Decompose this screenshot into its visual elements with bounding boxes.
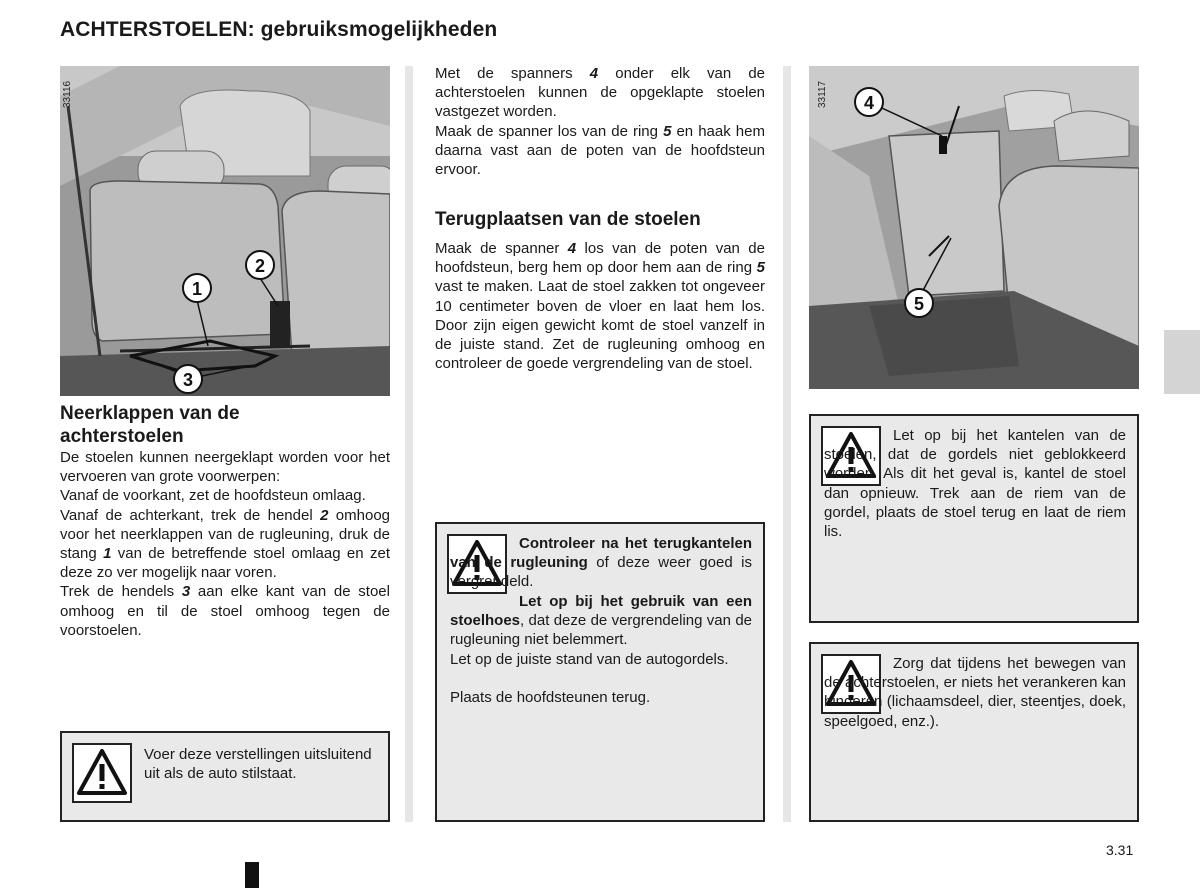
callout-5-label: 5: [913, 294, 925, 314]
warning-text: Zorg dat tijdens het bewegen van de achterstoelen, er niets het verankeren kan hinderen (lichaamsdeel, dier, steentjes, doek, speelgoed, enz.).: [824, 655, 1126, 730]
seat-illustration-right: [809, 66, 1139, 389]
callout-2-label: 2: [254, 256, 266, 276]
binding-mark: [245, 862, 259, 888]
ref-number: 5: [663, 122, 672, 140]
warning-box-stationary: [60, 731, 390, 822]
warning-box-lock-check: [435, 522, 765, 822]
ref-number: 4: [589, 65, 599, 82]
ref-number: 4: [567, 240, 577, 257]
paragraph: De stoelen kunnen neergeklapt worden voor het vervoeren van grote voorwerpen:: [60, 449, 390, 486]
warning-box-seatbelts: [809, 414, 1139, 623]
rear-seats-figure-left: [60, 66, 390, 396]
rear-seats-figure-right: [809, 66, 1139, 389]
warning-text: Let op bij het kantelen van de stoelen, dat de gordels niet geblokkeerd worden. Als dit het geval is, kantel de stoel dan opnieuw. Trek aan de riem van de gordel, plaats de stoel terug en laat de riem lis.: [824, 427, 1126, 541]
chapter-tab: [1164, 330, 1200, 394]
fold-down-body: [60, 448, 390, 640]
paragraph: Trek de hendels 3 aan elke kant van de stoel omhoog en til de stoel omhoog tegen de voorstoelen.: [60, 583, 390, 639]
ref-number: 1: [103, 545, 112, 563]
paragraph: Met de spanners 4 onder elk van de achterstoelen kunnen de opgeklapte stoelen vastgezet worden.: [435, 65, 765, 121]
warning-emphasis: Let op bij het gebruik van een stoelhoes: [450, 593, 752, 630]
callout-4-label: 4: [863, 93, 875, 113]
warning-text: Voer deze verstellingen uitsluitend uit als de auto stilstaat.: [144, 746, 372, 783]
ref-number: 5: [756, 259, 765, 277]
warning-text: Let op de juiste stand van de autogordels.: [450, 651, 729, 668]
warning-box-obstructions: [809, 642, 1139, 822]
warning-text: Controleer na het terugkantelen van de rugleuning of deze weer goed is vergrendeld.: [450, 535, 752, 591]
warning-triangle-icon: [72, 743, 132, 803]
ref-number: 3: [181, 583, 191, 601]
figure-code-right: 33117: [817, 80, 828, 108]
page-title: ACHTERSTOELEN: gebruiksmogelijkheden: [60, 18, 498, 41]
warning-emphasis: Controleer na het terugkantelen van de rugleuning: [450, 535, 752, 572]
page-number: 3.31: [1106, 842, 1134, 858]
seat-illustration-left: [60, 66, 390, 396]
heading-line-2: achterstoelen: [60, 426, 184, 447]
section-heading-fold-down: [60, 402, 390, 448]
section-refit: [435, 208, 765, 373]
paragraph: Vanaf de voorkant, zet de hoofdsteun omlaag.: [60, 487, 366, 505]
callout-3-label: 3: [182, 370, 194, 390]
paragraph: Maak de spanner 4 los van de poten van de hoofdsteun, berg hem op door hem aan de ring 5 vast te maken. Laat de stoel zakken tot ongeveer 10 centimeter boven de vloer en laat hem los. Door zijn eigen gewicht komt de stoel vanzelf in de juiste stand. Zet de rugleuning omhoog en controleer de goede vergrendeling van de stoel.: [435, 240, 765, 373]
paragraph: Maak de spanner los van de ring 5 en haak hem daarna vast aan de poten van de hoofdsteun ervoor.: [435, 122, 765, 179]
heading-line-1: Neerklappen van de: [60, 403, 240, 424]
refit-body: [435, 239, 765, 373]
tension-straps-text: [435, 64, 765, 179]
callout-1-label: 1: [191, 279, 203, 299]
section-heading-refit: Terugplaatsen van de stoelen: [435, 209, 701, 230]
paragraph: Vanaf de achterkant, trek de hendel 2 omhoog voor het neerklappen van de rugleuning, druk de stang 1 van de betreffende stoel omlaag en zet deze zo ver mogelijk naar voren.: [60, 506, 391, 582]
section-fold-down: [60, 402, 390, 640]
warning-text: Let op bij het gebruik van een stoelhoes, dat deze de vergrendeling van de rugleuning niet belemmert.: [450, 593, 752, 649]
warning-text: Plaats de hoofdsteunen terug.: [450, 689, 651, 706]
figure-code-left: 33116: [62, 80, 73, 108]
ref-number: 2: [320, 506, 329, 524]
column-divider-left: [405, 66, 413, 822]
column-divider-right: [783, 66, 791, 822]
